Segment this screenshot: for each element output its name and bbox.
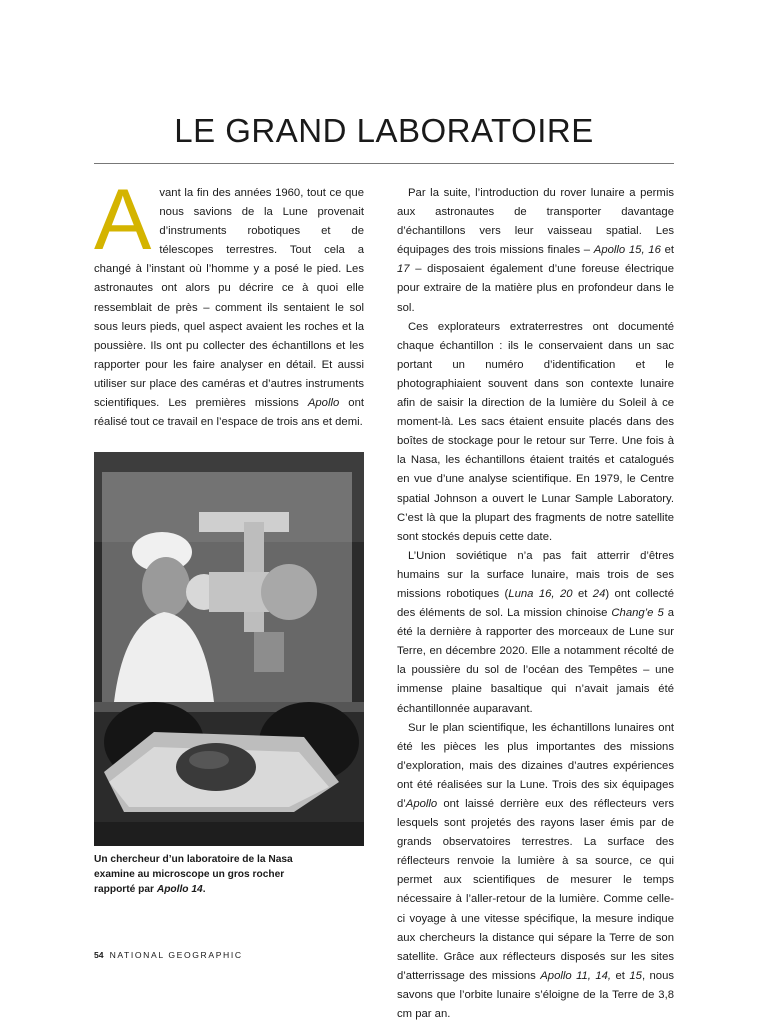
emphasis: Chang’e 5 <box>611 607 664 620</box>
caption-emphasis: Apollo 14 <box>156 884 203 895</box>
emphasis: Apollo 11, 14, <box>540 969 612 982</box>
page-footer <box>94 950 243 960</box>
intro-paragraph <box>94 172 364 432</box>
paragraph-soviet <box>397 547 674 719</box>
paragraph-text: et <box>572 587 593 600</box>
right-column <box>397 184 674 1024</box>
photo-illustration <box>94 452 364 846</box>
emphasis: 15 <box>629 969 642 982</box>
lab-photo <box>94 452 364 846</box>
emphasis: 24 <box>592 587 606 600</box>
magazine-name: NATIONAL GEOGRAPHIC <box>109 950 243 960</box>
paragraph-text: , nous savons que l’orbite lunaire s’éloigne de la Terre de 3,8 cm par an. <box>397 969 674 1021</box>
caption-end: . <box>202 884 206 895</box>
page-number: 54 <box>94 950 104 960</box>
emphasis: Apollo 15, 16 <box>593 244 661 257</box>
paragraph-rover <box>397 184 674 318</box>
paragraph-text: et <box>660 244 675 257</box>
article-title: LE GRAND LABORATOIRE <box>174 112 594 149</box>
caption-text: Un chercheur d’un laboratoire de la Nasa examine au microscope un gros rocher rapporté par <box>94 854 293 895</box>
left-column <box>94 172 364 432</box>
emphasis: Luna 16, 20 <box>508 587 573 600</box>
paragraph-text: ont laissé derrière eux des réflecteurs vers lesquels sont projetés des rayons laser émis par de grands observatoires terrestres. La surface des réflecteurs renvoie la lumière à sa source, ce qui permet aux scientifiques de mesurer le temps nécessaire à l’aller-retour de la lumière. Comme celle-ci voyage à une vitesse spécifique, la mesure indique aux chercheurs la distance qui sépare la Terre de son satellite. Grâce aux réflecteurs disposés sur les sites d’atterrissage des missions <box>397 798 674 982</box>
photo-caption <box>94 852 294 897</box>
paragraph-text: a été la dernière à rapporter des morceaux de Lune sur Terre, en décembre 2020. Elle a notamment récolté de la poussière du sol de l’océan des Tempêtes – une immense plaine basaltique qui n’avait jamais été échantillonnée auparavant. <box>397 607 674 715</box>
paragraph-text: ) ont collecté des éléments de sol. La mission chinoise <box>397 587 674 620</box>
emphasis: 17 <box>397 263 410 276</box>
paragraph-text: Sur le plan scientifique, les échantillons lunaires ont été les pièces les plus importantes des missions d’exploration, mais des dizaines d’autres expériences ont été réalisées sur la Lune. Trois des six équipages d’ <box>397 721 674 810</box>
paragraph-text: L’Union soviétique n’a pas fait atterrir d’êtres humains sur la surface lunaire, mais trois de ses missions robotiques ( <box>397 549 674 600</box>
intro-text-end: ont réalisé tout ce travail en l’espace de trois ans et demi. <box>94 397 364 429</box>
paragraph-text: – disposaient également d’une foreuse électrique pour extraire de la matière plus en profondeur dans le sol. <box>397 263 674 314</box>
intro-text: vant la fin des années 1960, tout ce que nous savions de la Lune provenait d’instruments robotiques et de télescopes terrestres. Tout cela a changé à l’instant où l’homme y a posé le pied. Les astronautes ont alors pu décrire ce à quoi elle ressemblait de près – comment ils sentaient le sol sous leurs pieds, quel aspect avaient les roches et la poussière. Ils ont pu collecter des échantillons et les rapporter pour les faire analyser en détail. Et aussi utiliser sur place des caméras et d’autres instruments scientifiques. Les premières missions <box>94 187 364 410</box>
paragraph-reflectors <box>397 719 674 1024</box>
paragraph-text: Par la suite, l’introduction du rover lunaire a permis aux astronautes de transporter davantage d’échantillons vers leur vaisseau spatial. Les équipages des trois missions finales – <box>397 187 674 257</box>
paragraph-text: et <box>611 969 630 982</box>
paragraph-samples: Ces explorateurs extraterrestres ont documenté chaque échantillon : ils le conservaient dans un sac portant un numéro d’identification et le photographiaient souvent dans son contexte lunaire afin de saisir la direction de la lumière du Soleil à ce moment-là. Les sacs étaient ensuite placés dans des boîtes de stockage pour le retour sur Terre. Une fois à la Nasa, les échantillons étaient traités et catalogués en vue d’une analyse scientifique. En 1979, le Centre spatial Johnson a ouvert le Lunar Sample Laboratory. C’est là que la plupart des fragments de notre satellite sont stockés depuis cette date. <box>397 320 674 543</box>
emphasis: Apollo <box>405 798 438 810</box>
intro-emphasis: Apollo <box>307 397 340 410</box>
title-divider <box>94 163 674 164</box>
drop-cap: A <box>94 172 152 268</box>
